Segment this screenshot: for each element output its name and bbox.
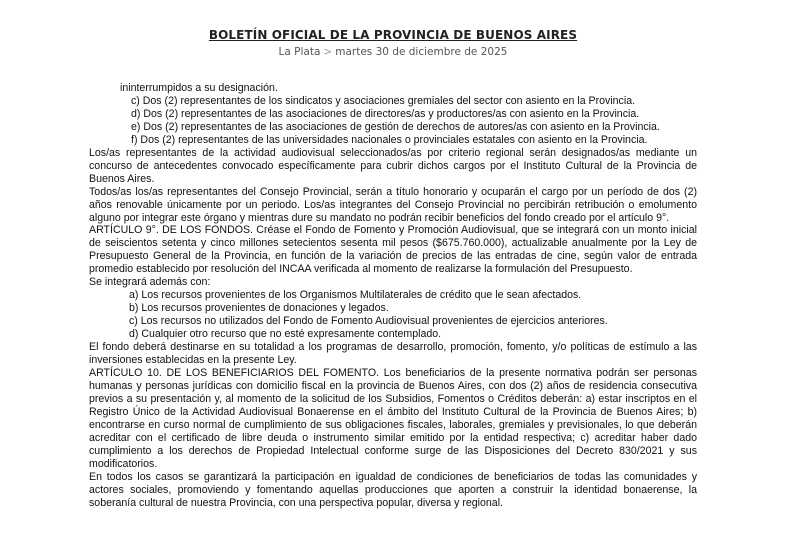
document-body <box>89 82 697 509</box>
separator-icon: > <box>323 46 333 58</box>
bulletin-title: BOLETÍN OFICIAL DE LA PROVINCIA DE BUENOS AIRES <box>208 28 578 42</box>
list-item: d) Cualquier otro recurso que no esté expresamente contemplado. <box>129 328 442 341</box>
date-label: martes 30 de diciembre de 2025 <box>335 46 508 58</box>
list-item: e) Dos (2) representantes de las asociaciones de gestión de derechos de autores/as con asiento en la Provincia. <box>131 120 660 133</box>
article-10: ARTÍCULO 10. DE LOS BENEFICIARIOS DEL FOMENTO. Los beneficiarios de la presente normativa podrán ser personas humanas y personas jurídicas con domicilio fiscal en la provincia de Buenos Aires, con dos (2) años de residencia consecutiva previos a su presentación y, al momento de la solicitud de los Subsidios, Fomentos o Créditos deberán: a) estar inscriptos en el Registro Único de la Actividad Audiovisual Bonaerense en el ámbito del Instituto Cultural de la Provincia de Buenos Aires; b) encontrarse en curso normal de cumplimiento de sus obligaciones fiscales, laborales, gremiales y previsionales, lo que deberán acreditar con el certificado de libre deuda o instrumento similar emitido por la entidad respectiva; c) acreditar haber dado cumplimiento a los derechos de Propiedad Intelectual conforme surge de las Disposiciones del Decreto 830/2021 y sus modificatorios. <box>89 366 697 470</box>
list-item: f) Dos (2) representantes de las universidades nacionales o provinciales estatales con asiento en la Provincia. <box>131 133 648 146</box>
paragraph-equal-participation: En todos los casos se garantizará la participación en igualdad de condiciones de beneficiarios de todas las comunidades y actores sociales, promoviendo y fomentando aquellas producciones que aporten a construir la identidad bonaerense, la soberanía cultural de nuestra Provincia, con una perspectiva popular, diversa y regional. <box>89 470 697 509</box>
list-item: c) Dos (2) representantes de los sindicatos y asociaciones gremiales del sector con asiento en la Provincia. <box>131 94 636 107</box>
list-item: b) Los recursos provenientes de donaciones y legados. <box>129 302 389 315</box>
paragraph-fund-destination: El fondo deberá destinarse en su totalidad a los programas de desarrollo, promoción, fomento, y/o políticas de estímulo a las inversiones establecidas en la presente Ley. <box>89 341 697 367</box>
list-item: d) Dos (2) representantes de las asociaciones de directores/as y productores/as con asiento en la Provincia. <box>131 107 640 120</box>
list-item: c) Los recursos no utilizados del Fondo de Fomento Audiovisual provenientes de ejercicios anteriores. <box>129 315 608 328</box>
paragraph-regional-representatives: Los/as representantes de la actividad audiovisual seleccionados/as por criterio regional serán designados/as mediante un concurso de antecedentes convocado específicamente para cubrir dichos cargos por el Instituto Cultural de la Provincia de Buenos Aires. <box>89 146 697 185</box>
paragraph-honorary-terms: Todos/as los/as representantes del Consejo Provincial, serán a título honorario y ocuparán el cargo por un período de dos (2) años renovable únicamente por un periodo. Los/as integrantes del Consejo Provincial no percibirán retribución o emolumento alguno por integrar este órgano y mientras dure su mandato no podrán recibir beneficios del fondo creado por el artículo 9°. <box>89 185 697 224</box>
continuation-line: ininterrumpidos a su designación. <box>120 82 278 94</box>
bulletin-dateline <box>0 46 786 58</box>
article-9: ARTÍCULO 9°. DE LOS FONDOS. Créase el Fondo de Fomento y Promoción Audiovisual, que se integrará con un monto inicial de seiscientos setenta y cinco millones setecientos sesenta mil pesos ($675.760.000), actualizable anualmente por la Ley de Presupuesto General de la Provincia, en función de la variación de precios de las entradas de cine, según valor de entrada promedio establecido por resolución del INCAA verificada al momento de realizarse la formulación del Presupuesto. <box>89 224 697 276</box>
paragraph-integration: Se integrará además con: <box>89 276 211 289</box>
bulletin-header <box>0 0 786 58</box>
city-label: La Plata <box>278 46 321 58</box>
list-item: a) Los recursos provenientes de los Organismos Multilaterales de crédito que le sean afectados. <box>129 289 582 302</box>
